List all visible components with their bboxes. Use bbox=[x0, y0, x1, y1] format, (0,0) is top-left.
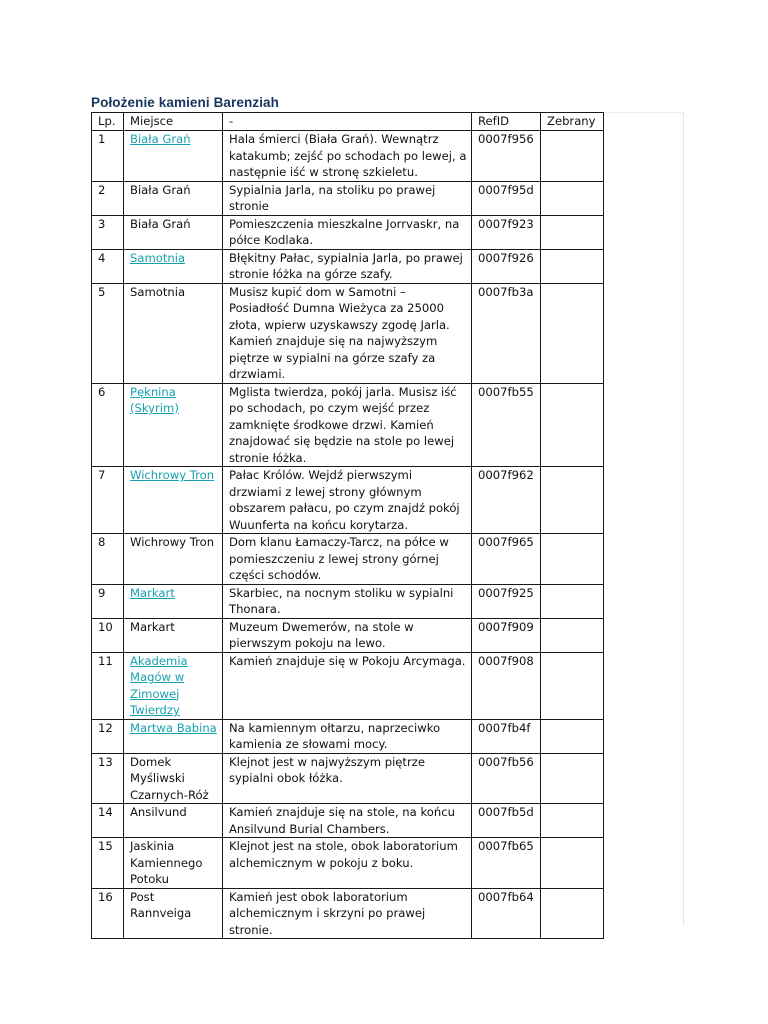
ref-id: 0007f909 bbox=[472, 618, 541, 652]
place-name: Jaskinia Kamiennego Potoku bbox=[124, 838, 223, 889]
document-title: Położenie kamieni Barenziah bbox=[91, 95, 280, 110]
collected-cell bbox=[541, 652, 604, 719]
ref-id: 0007fb5d bbox=[472, 804, 541, 838]
place-name: Markart bbox=[124, 618, 223, 652]
ref-id: 0007f965 bbox=[472, 534, 541, 585]
place-link[interactable]: Markart bbox=[124, 584, 223, 618]
row-number: 7 bbox=[92, 467, 124, 534]
ref-id: 0007fb55 bbox=[472, 383, 541, 467]
place-name: Ansilvund bbox=[124, 804, 223, 838]
collected-cell bbox=[541, 753, 604, 804]
collected-cell bbox=[541, 283, 604, 383]
location-description: Kamień znajduje się na stole, na końcu Ansilvund Burial Chambers. bbox=[223, 804, 472, 838]
collected-cell bbox=[541, 804, 604, 838]
row-number: 8 bbox=[92, 534, 124, 585]
place-link[interactable]: Martwa Babina bbox=[124, 719, 223, 753]
table-row bbox=[92, 652, 604, 719]
column-header-description: - bbox=[223, 113, 472, 131]
ref-id: 0007fb3a bbox=[472, 283, 541, 383]
row-number: 14 bbox=[92, 804, 124, 838]
location-description: Skarbiec, na nocnym stoliku w sypialni Thonara. bbox=[223, 584, 472, 618]
collected-cell bbox=[541, 383, 604, 467]
ref-id: 0007fb65 bbox=[472, 838, 541, 889]
table-row bbox=[92, 283, 604, 383]
table-row bbox=[92, 131, 604, 182]
row-number: 4 bbox=[92, 249, 124, 283]
table-row bbox=[92, 383, 604, 467]
column-header-lp: Lp. bbox=[92, 113, 124, 131]
place-link[interactable]: Biała Grań bbox=[124, 131, 223, 182]
table-row bbox=[92, 838, 604, 889]
place-link[interactable]: Akademia Magów w Zimowej Twierdzy bbox=[124, 652, 223, 719]
table-row bbox=[92, 888, 604, 939]
table-row bbox=[92, 467, 604, 534]
collected-cell bbox=[541, 181, 604, 215]
location-description: Kamień jest obok laboratorium alchemicznym i skrzyni po prawej stronie. bbox=[223, 888, 472, 939]
ref-id: 0007fb64 bbox=[472, 888, 541, 939]
ref-id: 0007f956 bbox=[472, 131, 541, 182]
location-description: Kamień znajduje się w Pokoju Arcymaga. bbox=[223, 652, 472, 719]
location-description: Mglista twierdza, pokój jarla. Musisz iść po schodach, po czym wejść przez zamknięte środkowe drzwi. Kamień znajdować się będzie na stole po lewej stronie łóżka. bbox=[223, 383, 472, 467]
row-number: 13 bbox=[92, 753, 124, 804]
location-description: Na kamiennym ołtarzu, naprzeciwko kamienia ze słowami mocy. bbox=[223, 719, 472, 753]
collected-cell bbox=[541, 215, 604, 249]
table-row bbox=[92, 584, 604, 618]
ref-id: 0007f925 bbox=[472, 584, 541, 618]
table-row bbox=[92, 804, 604, 838]
place-name: Post Rannveiga bbox=[124, 888, 223, 939]
table-row bbox=[92, 719, 604, 753]
table-row bbox=[92, 181, 604, 215]
collected-cell bbox=[541, 584, 604, 618]
header-row bbox=[92, 113, 604, 131]
table-row bbox=[92, 753, 604, 804]
collected-cell bbox=[541, 838, 604, 889]
ref-id: 0007fb56 bbox=[472, 753, 541, 804]
location-description: Sypialnia Jarla, na stoliku po prawej stronie bbox=[223, 181, 472, 215]
location-description: Klejnot jest na stole, obok laboratorium alchemicznym w pokoju z boku. bbox=[223, 838, 472, 889]
collected-cell bbox=[541, 719, 604, 753]
place-name: Wichrowy Tron bbox=[124, 534, 223, 585]
table-row bbox=[92, 534, 604, 585]
row-number: 16 bbox=[92, 888, 124, 939]
location-description: Musisz kupić dom w Samotni – Posiadłość Dumna Wieżyca za 25000 złota, wpierw uzyskawszy zgodę Jarla. Kamień znajduje się na najwyższym piętrze w sypialni na górze szafy za drzwiami. bbox=[223, 283, 472, 383]
ref-id: 0007f926 bbox=[472, 249, 541, 283]
collected-cell bbox=[541, 249, 604, 283]
ref-id: 0007f923 bbox=[472, 215, 541, 249]
row-number: 12 bbox=[92, 719, 124, 753]
collected-cell bbox=[541, 534, 604, 585]
place-name: Biała Grań bbox=[124, 181, 223, 215]
row-number: 9 bbox=[92, 584, 124, 618]
ref-id: 0007fb4f bbox=[472, 719, 541, 753]
collected-cell bbox=[541, 467, 604, 534]
row-number: 5 bbox=[92, 283, 124, 383]
row-number: 11 bbox=[92, 652, 124, 719]
ref-id: 0007f962 bbox=[472, 467, 541, 534]
place-link[interactable]: Pęknina (Skyrim) bbox=[124, 383, 223, 467]
ref-id: 0007f908 bbox=[472, 652, 541, 719]
row-number: 1 bbox=[92, 131, 124, 182]
table-row bbox=[92, 249, 604, 283]
location-description: Klejnot jest w najwyższym piętrze sypialni obok łóżka. bbox=[223, 753, 472, 804]
place-name: Biała Grań bbox=[124, 215, 223, 249]
row-number: 6 bbox=[92, 383, 124, 467]
page-edge bbox=[603, 112, 684, 925]
place-link[interactable]: Samotnia bbox=[124, 249, 223, 283]
location-description: Dom klanu Łamaczy-Tarcz, na półce w pomieszczeniu z lewej strony górnej części schodów. bbox=[223, 534, 472, 585]
column-header-refid: RefID bbox=[472, 113, 541, 131]
column-header-place: Miejsce bbox=[124, 113, 223, 131]
location-description: Muzeum Dwemerów, na stole w pierwszym pokoju na lewo. bbox=[223, 618, 472, 652]
place-name: Domek Myśliwski Czarnych-Róż bbox=[124, 753, 223, 804]
row-number: 15 bbox=[92, 838, 124, 889]
location-description: Hala śmierci (Biała Grań). Wewnątrz katakumb; zejść po schodach po lewej, a następnie iść w stronę szkieletu. bbox=[223, 131, 472, 182]
row-number: 10 bbox=[92, 618, 124, 652]
location-description: Błękitny Pałac, sypialnia Jarla, po prawej stronie łóżka na górze szafy. bbox=[223, 249, 472, 283]
collected-cell bbox=[541, 618, 604, 652]
collected-cell bbox=[541, 888, 604, 939]
table-row bbox=[92, 618, 604, 652]
row-number: 3 bbox=[92, 215, 124, 249]
place-name: Samotnia bbox=[124, 283, 223, 383]
stones-table bbox=[91, 112, 604, 939]
collected-cell bbox=[541, 131, 604, 182]
location-description: Pałac Królów. Wejdź pierwszymi drzwiami z lewej strony głównym obszarem pałacu, po czym znajdź pokój Wuunferta na końcu korytarza. bbox=[223, 467, 472, 534]
column-header-collected: Zebrany bbox=[541, 113, 604, 131]
location-description: Pomieszczenia mieszkalne Jorrvaskr, na półce Kodlaka. bbox=[223, 215, 472, 249]
row-number: 2 bbox=[92, 181, 124, 215]
place-link[interactable]: Wichrowy Tron bbox=[124, 467, 223, 534]
ref-id: 0007f95d bbox=[472, 181, 541, 215]
table-row bbox=[92, 215, 604, 249]
